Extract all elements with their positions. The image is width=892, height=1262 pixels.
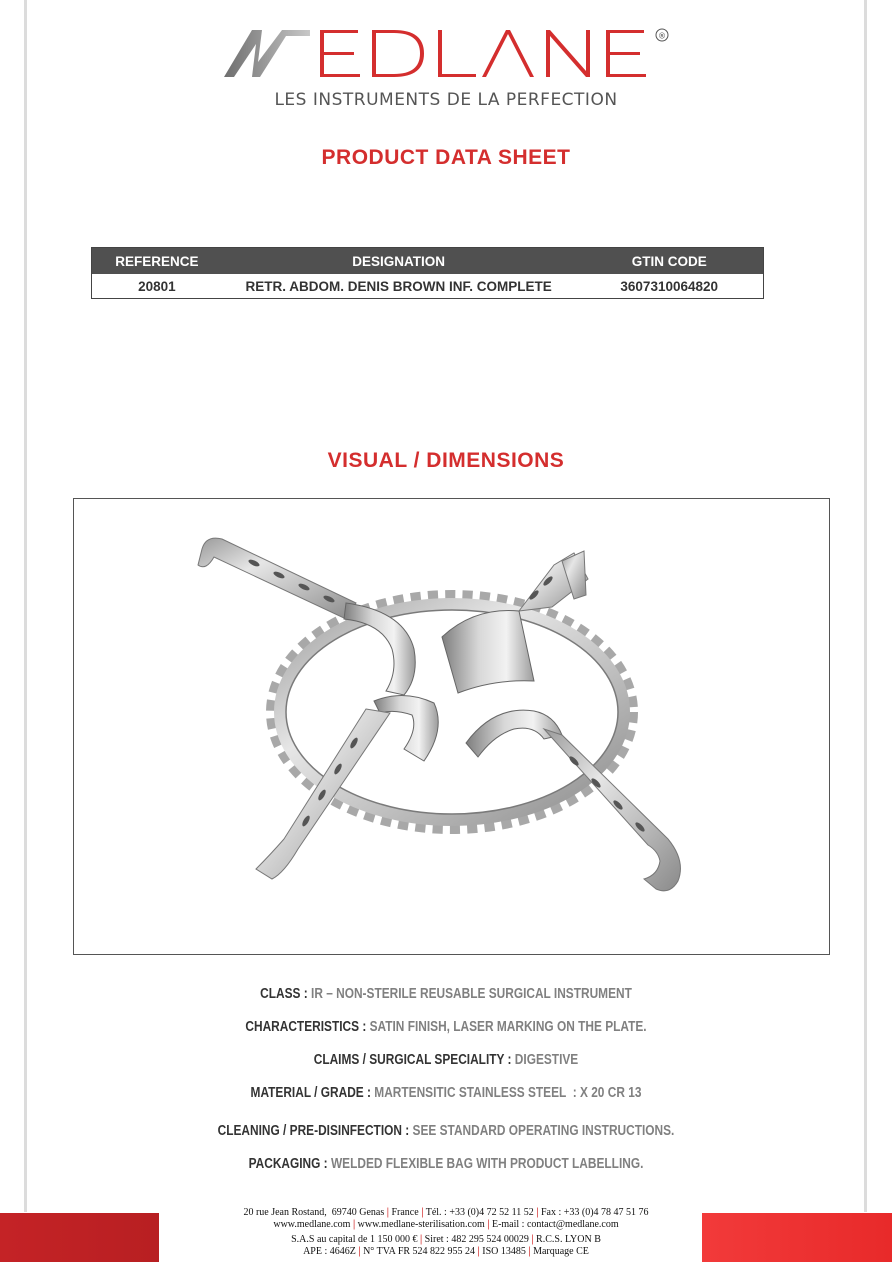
footer-vat: N° TVA FR 524 822 955 24	[363, 1246, 476, 1257]
footer-address: 20 rue Jean Rostand, 69740 Genas	[243, 1207, 385, 1218]
left-border-line	[24, 0, 27, 1212]
registered-mark: ®	[658, 31, 666, 41]
footer-capital: S.A.S au capital de 1 150 000 €	[291, 1234, 418, 1245]
spec-material	[80, 1085, 811, 1101]
cell-gtin: 3607310064820	[620, 278, 719, 294]
footer-legal-line: APE : 4646Z | N° TVA FR 524 822 955 24 | ISO 13485 | Marquage CE	[303, 1246, 589, 1257]
footer-iso: ISO 13485	[482, 1246, 526, 1257]
footer-company-line: S.A.S au capital de 1 150 000 € | Siret : 482 295 524 00029 | R.C.S. LYON B	[291, 1234, 601, 1245]
spec-label: CHARACTERISTICS :	[245, 1019, 367, 1035]
footer-siret: Siret : 482 295 524 00029	[424, 1234, 529, 1245]
spec-packaging	[80, 1156, 811, 1172]
spec-label: CLASS :	[260, 986, 308, 1002]
retractor-illustration	[74, 499, 831, 956]
spec-class	[80, 986, 811, 1002]
spec-value: MARTENSITIC STAINLESS STEEL : X 20 CR 13	[370, 1085, 642, 1101]
spec-value: SATIN FINISH, LASER MARKING ON THE PLATE.	[366, 1019, 647, 1035]
spec-label: CLAIMS / SURGICAL SPECIALITY :	[313, 1052, 512, 1068]
footer-rcs: R.C.S. LYON B	[536, 1234, 601, 1245]
spec-characteristics	[80, 1019, 811, 1035]
spec-label: CLEANING / PRE-DISINFECTION :	[217, 1123, 410, 1139]
spec-value: WELDED FLEXIBLE BAG WITH PRODUCT LABELLING.	[327, 1156, 644, 1172]
footer-email-link[interactable]: E-mail : contact@medlane.com	[491, 1219, 619, 1230]
right-border-line	[864, 0, 867, 1212]
footer-ce: Marquage CE	[533, 1246, 589, 1257]
cell-designation: RETR. ABDOM. DENIS BROWN INF. COMPLETE	[245, 278, 552, 294]
spec-label: PACKAGING :	[248, 1156, 328, 1172]
spec-cleaning	[80, 1123, 811, 1139]
footer-address-line: 20 rue Jean Rostand, 69740 Genas | France | Tél. : +33 (0)4 72 52 11 52 | Fax : +33 (0)4 78 47 51 76	[243, 1207, 649, 1218]
footer-country: France	[391, 1207, 419, 1218]
footer-phone: Tél. : +33 (0)4 72 52 11 52	[425, 1207, 534, 1218]
spec-value: DIGESTIVE	[511, 1052, 579, 1068]
brand-tagline: LES INSTRUMENTS DE LA PERFECTION	[274, 90, 618, 110]
table-row	[92, 274, 764, 299]
cell-reference: 20801	[138, 278, 176, 294]
header-designation: DESIGNATION	[222, 248, 576, 275]
footer-website-link[interactable]: www.medlane.com	[273, 1219, 351, 1230]
header-reference: REFERENCE	[92, 248, 222, 275]
product-visual-frame	[73, 498, 830, 955]
footer-web-line: www.medlane.com | www.medlane-sterilisation.com | E-mail : contact@medlane.com	[273, 1219, 619, 1230]
footer-fax: Fax : +33 (0)4 78 47 51 76	[540, 1207, 649, 1218]
footer-sterilisation-link[interactable]: www.medlane-sterilisation.com	[357, 1219, 485, 1230]
retractor-arm-top-left	[198, 538, 415, 695]
spec-label: MATERIAL / GRADE :	[250, 1085, 371, 1101]
page-title: PRODUCT DATA SHEET	[321, 146, 571, 169]
spec-value: SEE STANDARD OPERATING INSTRUCTIONS.	[409, 1123, 675, 1139]
medlane-logo	[220, 22, 680, 84]
visual-section-title: VISUAL / DIMENSIONS	[327, 449, 565, 472]
footer-ape: APE : 4646Z	[303, 1246, 356, 1257]
spec-value: IR – NON-STERILE REUSABLE SURGICAL INSTRUMENT	[307, 986, 632, 1002]
header-gtin: GTIN CODE	[575, 248, 763, 275]
product-reference-table	[91, 247, 764, 299]
spec-claims	[80, 1052, 811, 1068]
